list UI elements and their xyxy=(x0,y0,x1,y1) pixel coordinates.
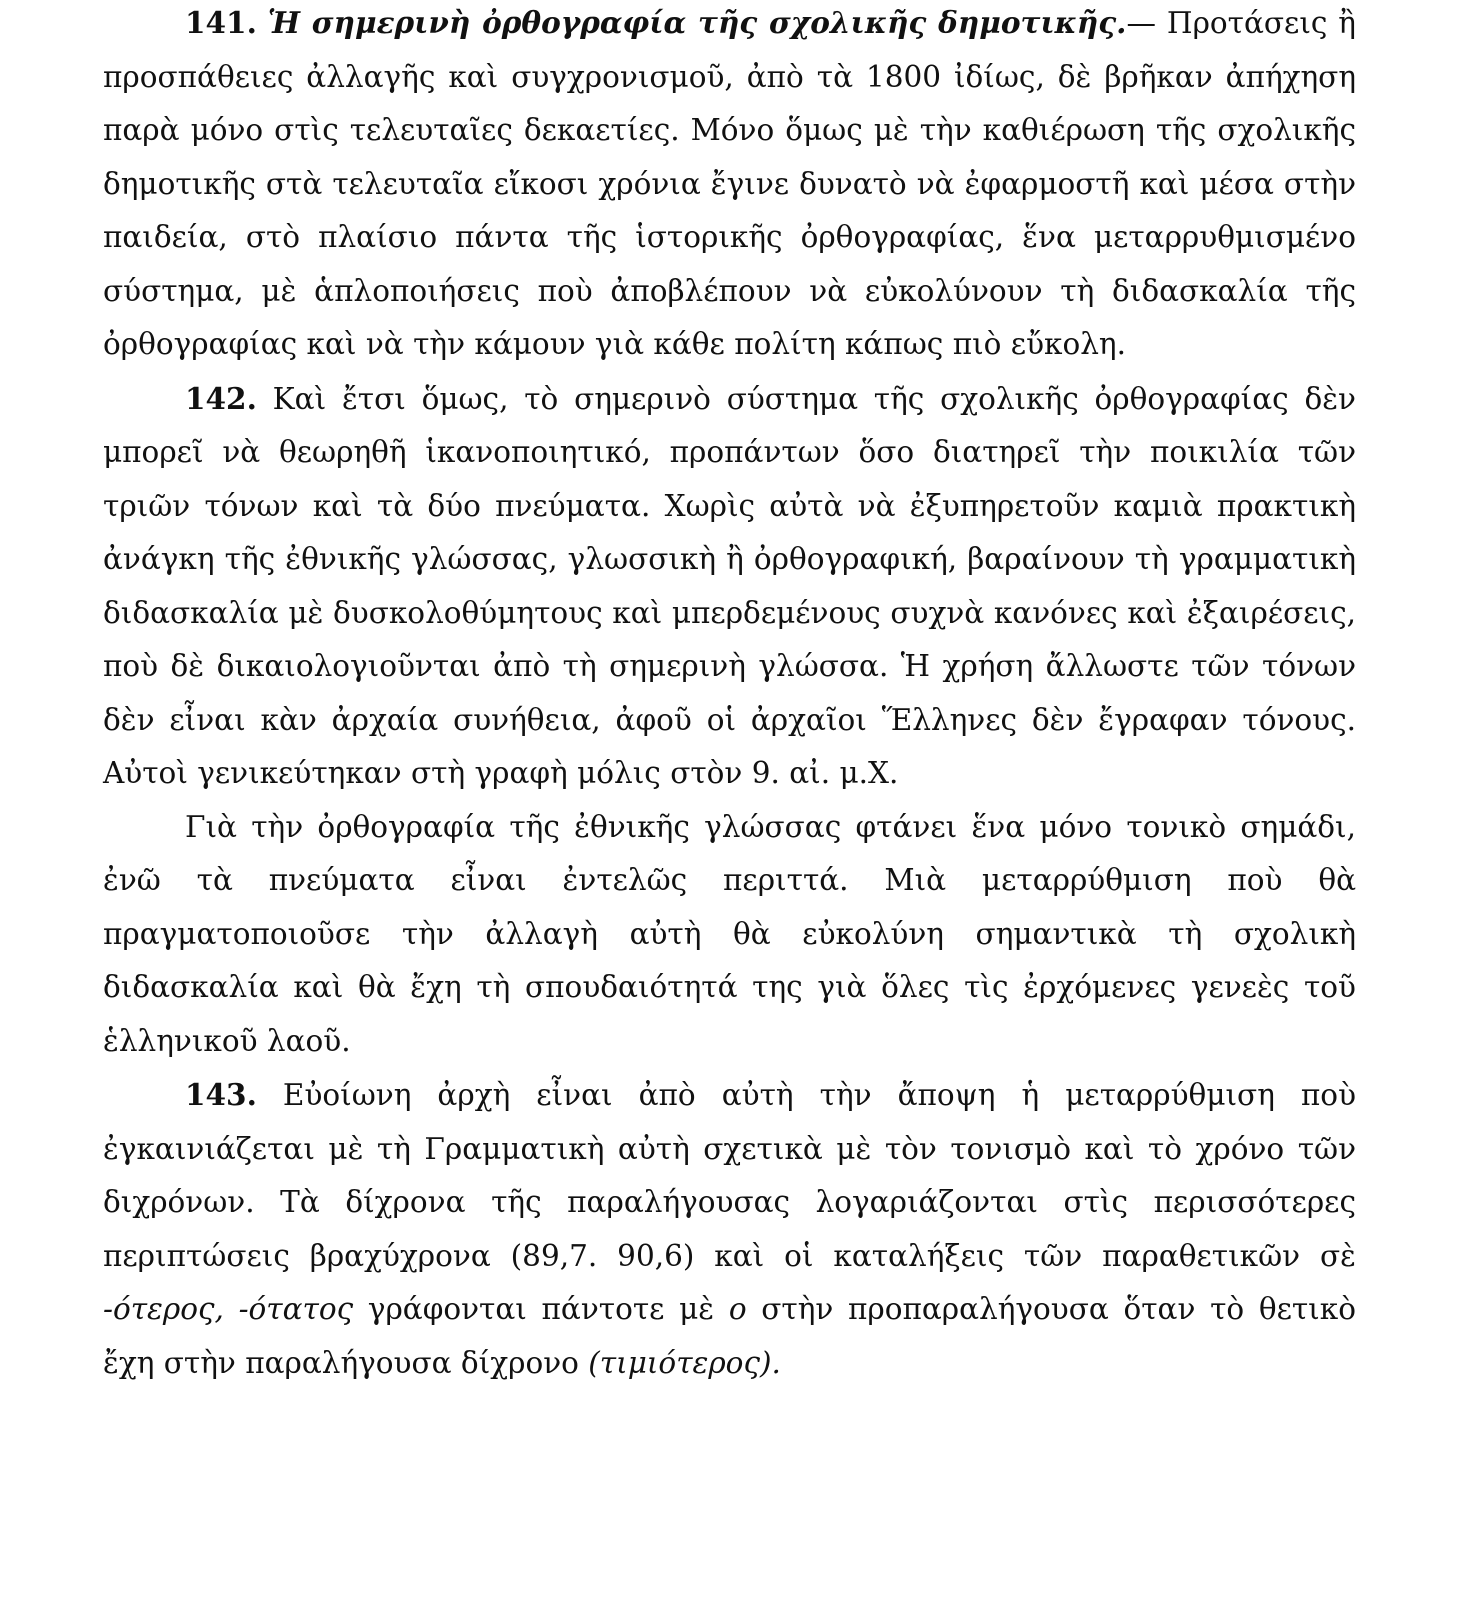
paragraph-text: Προτάσεις ἢ προσπάθειες ἀλλαγῆς καὶ συγχρονισμοῦ, ἀπὸ τὰ 1800 ἰδίως, δὲ βρῆκαν ἀπήχηση παρὰ μόνο στὶς τελευταῖες δεκαετίες. Μόνο ὅμως μὲ τὴν καθιέρωση τῆς σχολικῆς δημοτικῆς στὰ τελευταῖα εἴκοσι χρόνια ἔγινε δυνατὸ νὰ ἐφαρμοστῆ καὶ μέσα στὴν παιδεία, στὸ πλαίσιο πάντα τῆς ἱστορικῆς ὀρθογραφίας, ἕνα μεταρρυθμισμένο σύστημα, μὲ ἁπλοποιήσεις ποὺ ἀποβλέπουν νὰ εὐκολύνουν τὴ διδασκαλία τῆς ὀρθογραφίας καὶ νὰ τὴν κάμουν γιὰ κάθε πολίτη κάπως πιὸ εὔκολη. xyxy=(103,6,1356,361)
paragraph-text: Καὶ ἔτσι ὅμως, τὸ σημερινὸ σύστημα τῆς σχολικῆς ὀρθογραφίας δὲν μπορεῖ νὰ θεωρηθῆ ἱκανοποιητικό, προπάντων ὅσο διατηρεῖ τὴν ποικιλία τῶν τριῶν τόνων καὶ τὰ δύο πνεύματα. Χωρὶς αὐτὰ νὰ ἐξυπηρετοῦν καμιὰ πρακτικὴ ἀνάγκη τῆς ἐθνικῆς γλώσσας, γλωσσικὴ ἢ ὀρθογραφική, βαραίνουν τὴ γραμματικὴ διδασκαλία μὲ δυσκολοθύμητους καὶ μπερδεμένους συχνὰ κανόνες καὶ ἐξαιρέσεις, ποὺ δὲ δικαιολογιοῦνται ἀπὸ τὴ σημερινὴ γλώσσα. Ἡ χρήση ἄλλωστε τῶν τόνων δὲν εἶναι κὰν ἀρχαία συνήθεια, ἀφοῦ οἱ ἀρχαῖοι Ἕλληνες δὲν ἔγραφαν τόνους. Αὐτοὶ γενικεύτηκαν στὴ γραφὴ μόλις στὸν 9. αἰ. μ.Χ. xyxy=(103,381,1356,790)
ending-oteros: -ότερος, xyxy=(103,1292,224,1326)
paragraph-142 xyxy=(103,372,1356,801)
section-number: 141. xyxy=(185,5,257,40)
paragraph-141 xyxy=(103,0,1356,372)
heading-dash: — xyxy=(1126,6,1156,40)
example-word: (τιμιότερος). xyxy=(588,1345,781,1380)
paragraph-text: γράφονται πάντοτε μὲ xyxy=(367,1292,715,1326)
omicron-letter: ο xyxy=(728,1292,747,1326)
paragraph-143 xyxy=(103,1068,1356,1390)
paragraph-text: στὴν προπαραλήγουσα ὅταν τὸ θετικὸ ἔχη στὴν παραλήγουσα δίχρονο xyxy=(103,1292,1356,1380)
paragraph-text: Γιὰ τὴν ὀρθογραφία τῆς ἐθνικῆς γλώσσας φτάνει ἕνα μόνο τονικὸ σημάδι, ἐνῶ τὰ πνεύματα εἶναι ἐντελῶς περιττά. Μιὰ μεταρρύθμιση ποὺ θὰ πραγματοποιοῦσε τὴν ἀλλαγὴ αὐτὴ θὰ εὐκολύνη σημαντικὰ τὴ σχολικὴ διδασκαλία καὶ θὰ ἔχη τὴ σπουδαιότητά της γιὰ ὅλες τὶς ἐρχόμενες γενεὲς τοῦ ἑλληνικοῦ λαοῦ. xyxy=(103,809,1356,1058)
section-number: 143. xyxy=(185,1077,257,1112)
section-number: 142. xyxy=(185,380,257,416)
ending-otatos: -ότατος xyxy=(238,1292,354,1326)
section-heading: Ἡ σημερινὴ ὀρθογραφία τῆς σχολικῆς δημοτικῆς. xyxy=(267,5,1127,40)
paragraph-text: Εὐοίωνη ἀρχὴ εἶναι ἀπὸ αὐτὴ τὴν ἄποψη ἡ μεταρρύθμιση ποὺ ἐγκαινιάζεται μὲ τὴ Γραμματικὴ αὐτὴ σχετικὰ μὲ τὸν τονισμὸ καὶ τὸ χρόνο τῶν διχρόνων. Τὰ δίχρονα τῆς παραλήγουσας λογαριάζονται στὶς περισσότερες περιπτώσεις βραχύχρονα (89,7. 90,6) καὶ οἱ καταλήξεις τῶν παραθετικῶν σὲ xyxy=(103,1078,1356,1273)
paragraph-142-continued xyxy=(103,801,1356,1069)
